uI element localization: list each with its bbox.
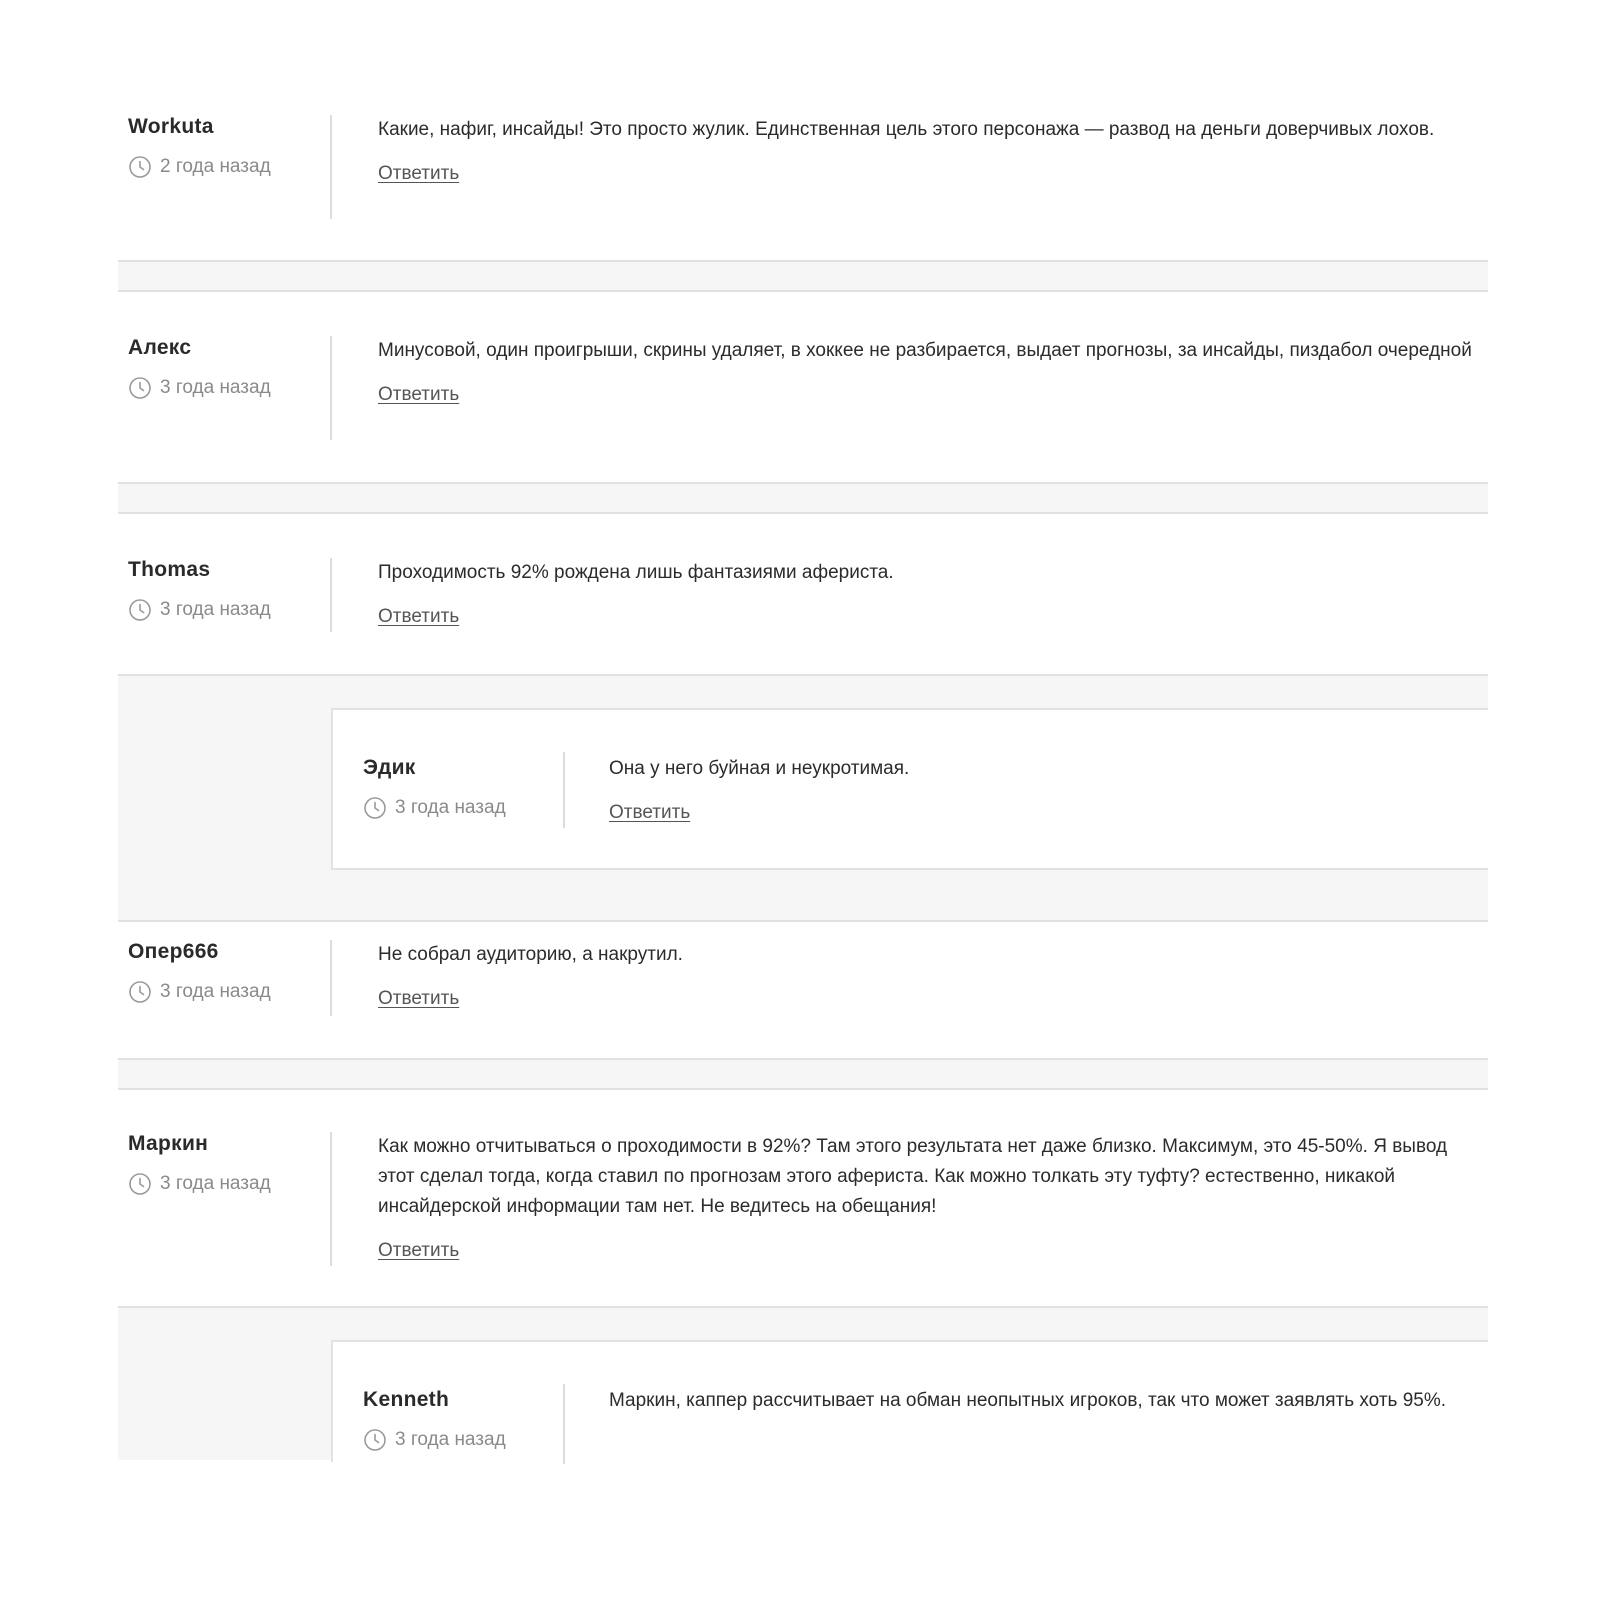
clock-icon: [363, 1428, 387, 1452]
comment-text: Маркин, каппер рассчитывает на обман неопытных игроков, так что может заявлять хоть 95%.: [609, 1390, 1447, 1411]
comment-text: Минусовой, один проигрыши, скрины удаляет, в хоккее не разбирается, выдает прогнозы, за инсайды, пиздабол очередной: [378, 340, 1472, 361]
comment-date: 3 года назад: [395, 1429, 506, 1450]
comment-author: Эдик: [363, 756, 416, 779]
comment-body: [378, 1132, 1488, 1262]
comment-date-row: [363, 796, 568, 820]
clock-icon: [128, 598, 152, 622]
comment-text: Не собрал аудиторию, а накрутил.: [378, 944, 683, 965]
comment-author: Workuta: [128, 115, 214, 138]
comment-divider: [563, 1384, 565, 1464]
comment-date: 3 года назад: [395, 797, 506, 818]
reply-link[interactable]: Ответить: [378, 384, 460, 405]
comment-author: Опер666: [128, 940, 219, 963]
comment-author: Thomas: [128, 558, 211, 581]
clock-icon: [128, 980, 152, 1004]
comment-date-row: [128, 1172, 333, 1196]
comment-body: [378, 115, 1488, 185]
reply-link[interactable]: Ответить: [378, 606, 460, 627]
clock-icon: [128, 155, 152, 179]
reply-card: [331, 708, 1488, 870]
reply-link[interactable]: Ответить: [378, 163, 460, 184]
comment-text: Проходимость 92% рождена лишь фантазиями афериста.: [378, 562, 894, 583]
reply-card: [331, 1340, 1488, 1462]
comment: [118, 336, 1488, 482]
comment-body: [609, 1386, 1488, 1416]
reply-link[interactable]: Ответить: [609, 802, 691, 823]
comment-meta: [363, 1388, 568, 1452]
comment-body: [378, 558, 1488, 628]
clock-icon: [128, 376, 152, 400]
comment-date-row: [128, 376, 333, 400]
comment-date-row: [363, 1428, 568, 1452]
replies-container: [118, 674, 1488, 922]
comment-body: [378, 940, 1488, 1010]
replies-container: [118, 1306, 1488, 1460]
comment-separator: [118, 482, 1488, 514]
comment-divider: [330, 558, 332, 632]
comment-author: Алекс: [128, 336, 192, 359]
comment-body: [609, 754, 1488, 824]
comment-separator: [118, 1058, 1488, 1090]
comment-text: Как можно отчитываться о проходимости в 92%? Там этого результата нет даже близко. Максимум, это 45-50%. Я вывод этот сделал тогда, когда ставил по прогнозам этого афериста. Как можно толкать эту туфту? естественно, никакой инсайдерской информации там нет. Не ведитесь на обещания!: [378, 1136, 1448, 1217]
comment: [118, 940, 1488, 1058]
clock-icon: [363, 796, 387, 820]
comment-date: 3 года назад: [160, 377, 271, 398]
comment-date-row: [128, 598, 333, 622]
comment-text: Какие, нафиг, инсайды! Это просто жулик. Единственная цель этого персонажа — развод на деньги доверчивых лохов.: [378, 119, 1435, 140]
comment-date-row: [128, 980, 333, 1004]
comment-meta: [128, 336, 333, 400]
comment-meta: [363, 756, 568, 820]
comment-divider: [563, 752, 565, 828]
comment-date: 2 года назад: [160, 156, 271, 177]
comment: [118, 1132, 1488, 1306]
comment-meta: [128, 1132, 333, 1196]
clock-icon: [128, 1172, 152, 1196]
comment-author: Маркин: [128, 1132, 209, 1155]
comment-meta: [128, 940, 333, 1004]
comment-date: 3 года назад: [160, 599, 271, 620]
comment-divider: [330, 940, 332, 1016]
comment-divider: [330, 1132, 332, 1266]
comment-divider: [330, 336, 332, 440]
comment-author: Kenneth: [363, 1388, 450, 1411]
comment-meta: [128, 558, 333, 622]
comment: [118, 558, 1488, 674]
comment-body: [378, 336, 1488, 406]
comment: [118, 115, 1488, 260]
comment-date: 3 года назад: [160, 1173, 271, 1194]
reply-link[interactable]: Ответить: [378, 988, 460, 1009]
comment-meta: [128, 115, 333, 179]
comment-date: 3 года назад: [160, 981, 271, 1002]
comment-text: Она у него буйная и неукротимая.: [609, 758, 910, 779]
comment-date-row: [128, 155, 333, 179]
comment-divider: [330, 115, 332, 219]
comment-separator: [118, 260, 1488, 292]
reply-link[interactable]: Ответить: [378, 1240, 460, 1261]
